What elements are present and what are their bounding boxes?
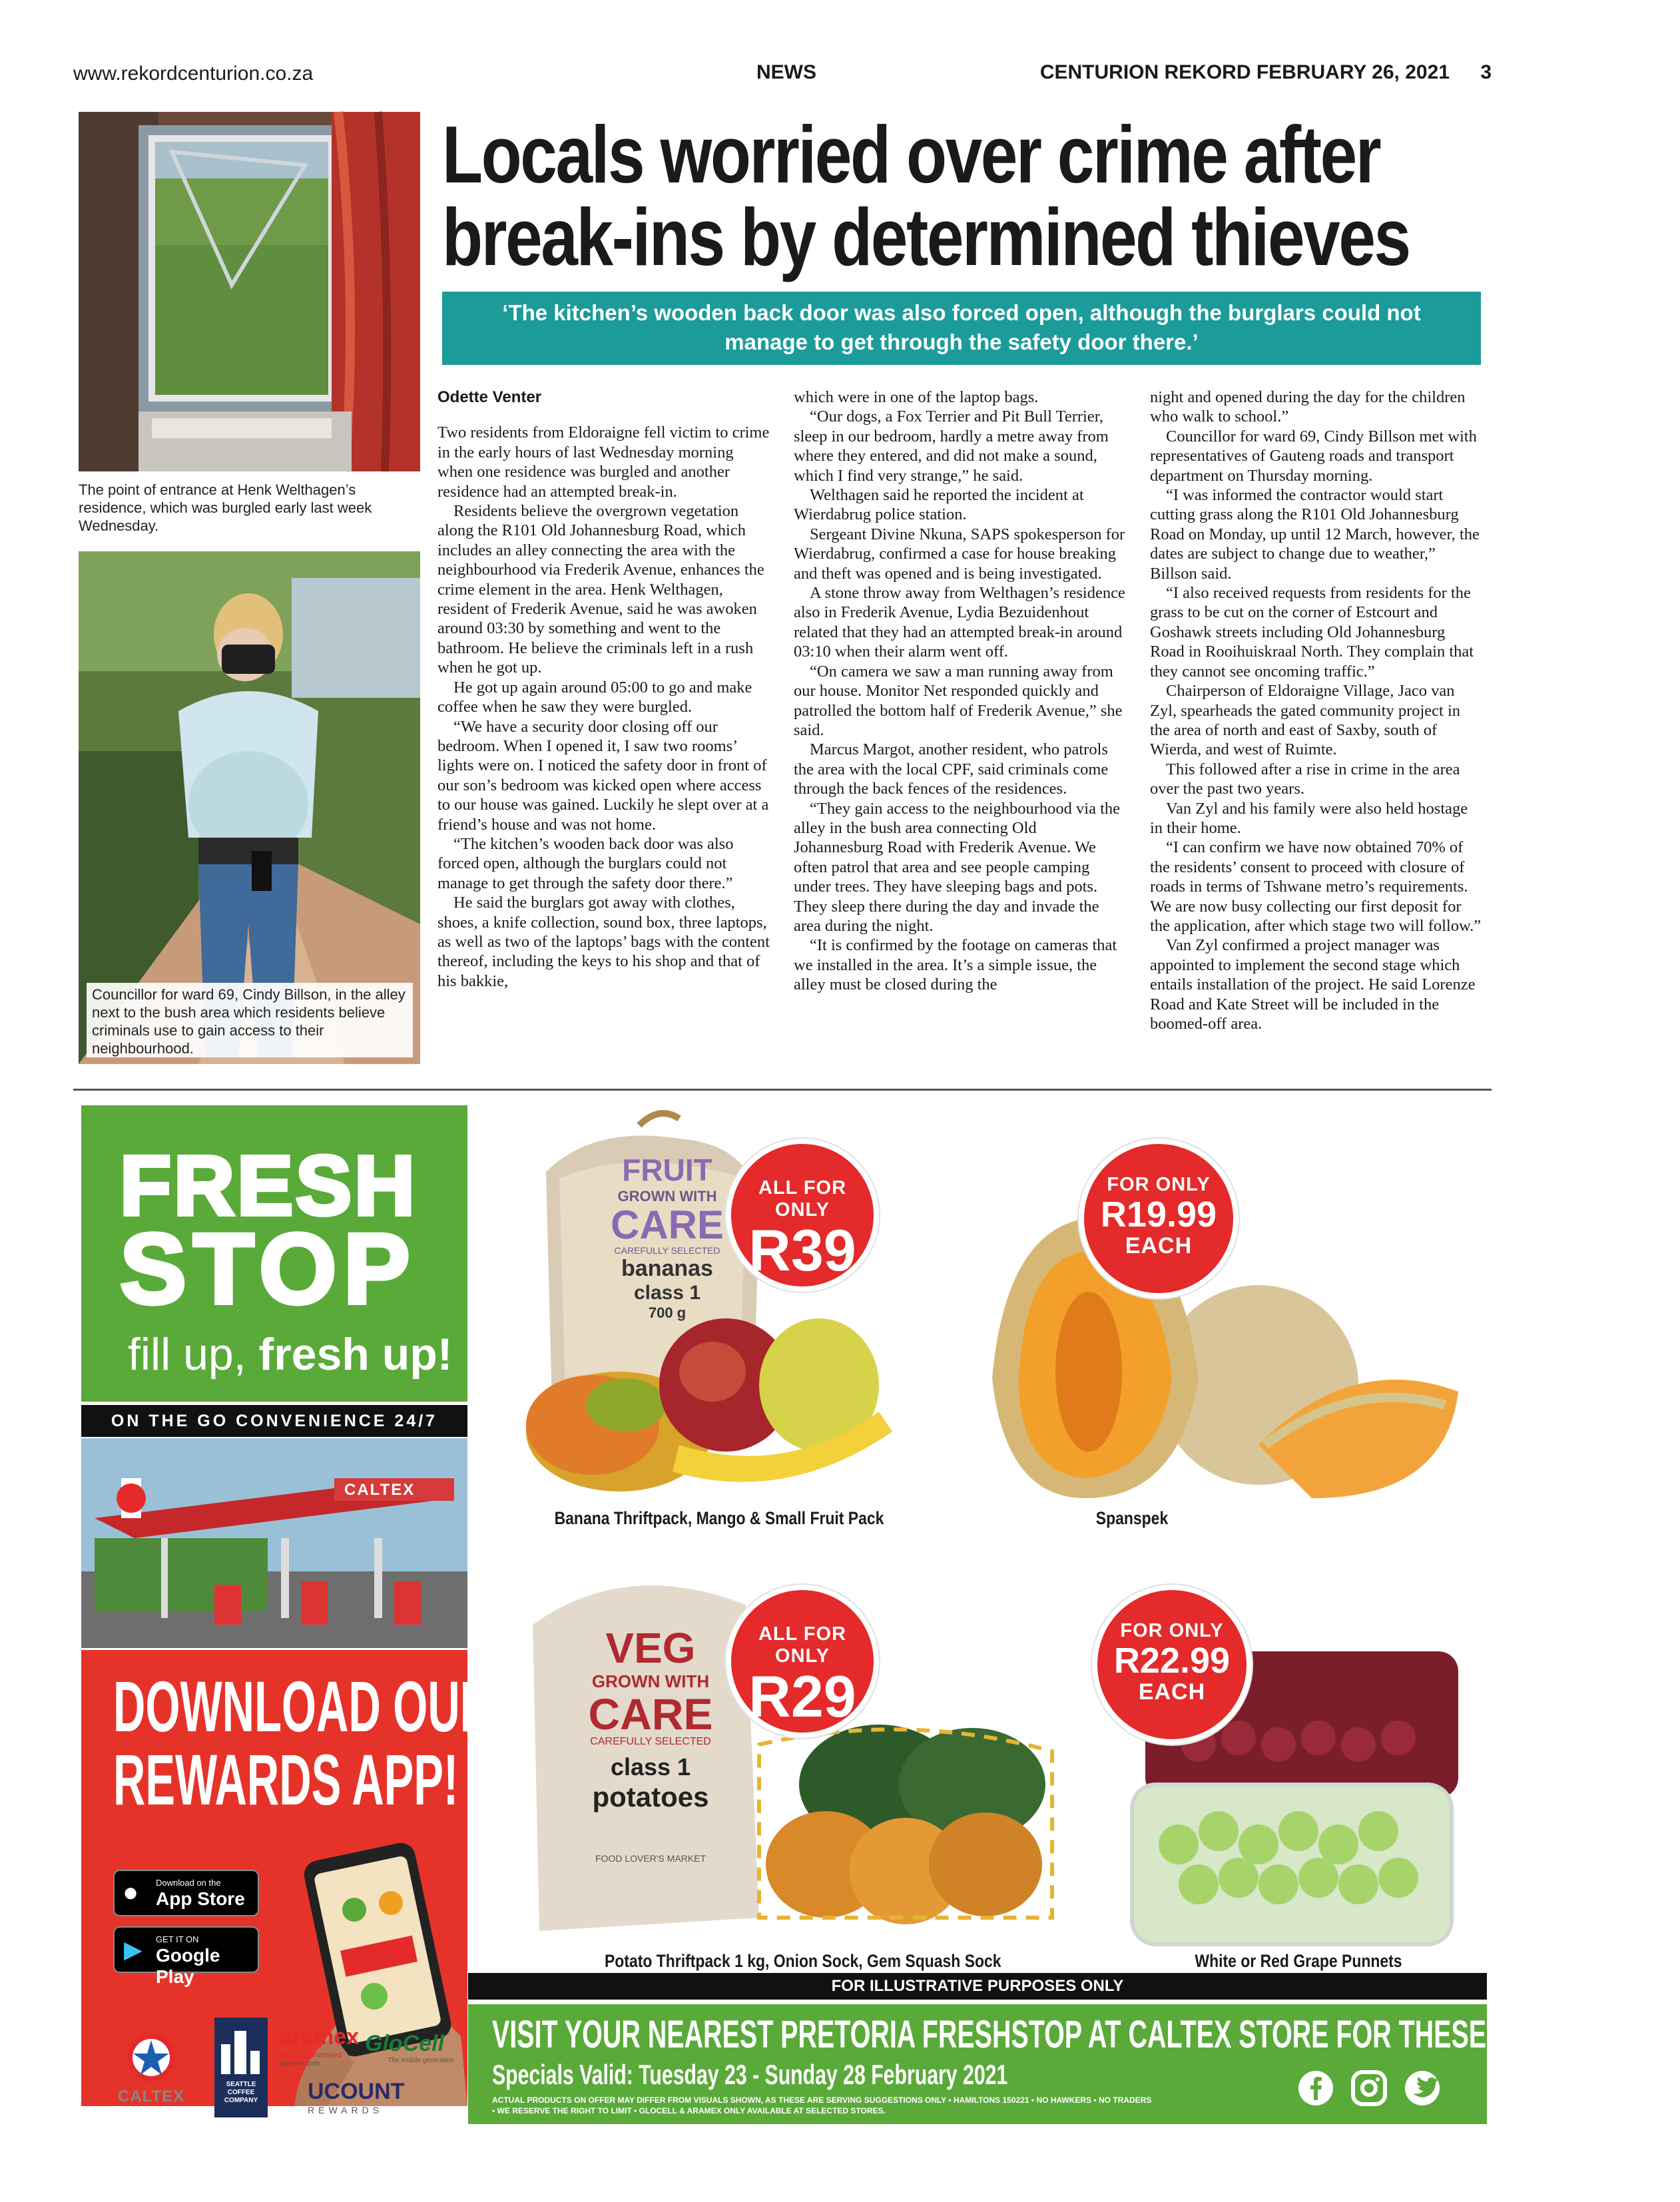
- paragraph: “On camera we saw a man running away from our house. Monitor Net responded quickly and patrolled the bottom half of Frederik Avenue,” she said.: [794, 662, 1123, 739]
- price-value: R22.99: [1113, 1641, 1231, 1681]
- logo-fresh: FRESH: [120, 1139, 418, 1233]
- rewards-heading-2: REWARDS APP!: [113, 1739, 459, 1820]
- fine-print-1: ACTUAL PRODUCTS ON OFFER MAY DIFFER FROM VISUALS SHOWN, AS THESE ARE SERVING SUGGESTIONS ONLY • HAMILTONS 150221 • NO HAWKERS • NO TRADERS: [492, 2095, 1152, 2105]
- paragraph: “The kitchen’s wooden back door was also forced open, although the burglars could not manage to get through the safety door there.”: [437, 834, 734, 892]
- specials-valid: Specials Valid: Tuesday 23 - Sunday 28 February 2021: [492, 2059, 1008, 2090]
- product-label-fruit: Banana Thriftpack, Mango & Small Fruit Pack: [554, 1508, 884, 1528]
- paragraph: Marcus Margot, another resident, who patrols the area with the local CPF, said criminals come through the back fences of the residences.: [794, 740, 1109, 798]
- caption-councillor-photo: Councillor for ward 69, Cindy Billson, in the alley next to the bush area which residents believe criminals use to gain access to their neighbourhood.: [87, 983, 413, 1057]
- page-number: 3: [1480, 61, 1492, 83]
- bag-text: 700 g: [648, 1304, 687, 1321]
- product-veg-pack: [506, 1545, 1132, 1944]
- app-store-big: App Store: [156, 1888, 245, 1909]
- bag-text: class 1: [610, 1753, 691, 1781]
- paragraph: “They gain access to the neighbourhood via the alley in the bush area connecting Old Johannesburg Road with Frederik Avenue. We often patrol that area and see people camping under trees. They have sleeping bags and pots. They sleep there during the day and invade the area during the night.: [794, 799, 1121, 935]
- bag-text: GROWN WITH: [617, 1188, 717, 1205]
- article-column-2: [794, 388, 1127, 995]
- app-store-small: Download on the: [156, 1878, 221, 1888]
- aramex-wordmark: aramex: [280, 2024, 360, 2050]
- tagline-bold: fresh up!: [258, 1329, 453, 1380]
- price-bottom: EACH: [1138, 1679, 1206, 1705]
- caltex-logo: [115, 2031, 188, 2104]
- page-header: [73, 59, 1492, 99]
- price-top: ALL FOR ONLY: [758, 1623, 847, 1667]
- product-fruit-pack: [506, 1099, 932, 1498]
- bag-text: GROWN WITH: [591, 1671, 710, 1691]
- visit-store-heading: VISIT YOUR NEAREST PRETORIA FRESHSTOP AT CALTEX STORE FOR THESE GREAT DEALS: [492, 2013, 1680, 2056]
- price-badge-grapes: [1092, 1585, 1252, 1745]
- bag-text: bananas: [621, 1256, 713, 1281]
- bag-text: FRUIT: [622, 1153, 712, 1187]
- paragraph: He got up again around 05:00 to go and make coffee when he saw they were burgled.: [437, 678, 752, 716]
- bag-text: potatoes: [592, 1781, 709, 1812]
- publication-info: [1040, 61, 1492, 84]
- paragraph: “I can confirm we have now obtained 70% of the residents’ consent to proceed with closure of roads in terms of Tshwane metro’s requirements. We are now busy collecting our first deposit for the application, after which stage two will follow.”: [1150, 838, 1482, 935]
- caption-door-photo: The point of entrance at Henk Welthagen’s residence, which was burgled early last week Wednesday.: [79, 481, 372, 534]
- paragraph: A stone throw away from Welthagen’s residence also in Frederik Avenue, Lydia Bezuidenhout related that they had an attempted break-in around 03:10 when their alarm went off.: [794, 584, 1125, 661]
- instagram-icon[interactable]: [1350, 2069, 1388, 2107]
- paragraph: “Our dogs, a Fox Terrier and Pit Bull Terrier, sleep in our bedroom, hardly a metre away from where they entered, and did not make a sound, which I find very strange,” he said.: [794, 408, 1109, 485]
- bag-text: class 1: [633, 1282, 701, 1304]
- price-badge-spanspek: [1079, 1139, 1239, 1298]
- paragraph: Welthagen said he reported the incident at Wierdabrug police station.: [794, 486, 1084, 524]
- glocell-wordmark: GloCell: [365, 2031, 445, 2056]
- rewards-heading-1: DOWNLOAD OUR: [113, 1666, 493, 1747]
- bag-text: CARE: [588, 1689, 713, 1739]
- fine-print: [492, 2095, 1151, 2116]
- deals-footer: [468, 2004, 1680, 2124]
- social-icons: [1297, 2069, 1464, 2109]
- price-value: R39: [748, 1217, 856, 1283]
- freshstop-tagline: [128, 1328, 452, 1380]
- logo-stop: STOP: [120, 1213, 417, 1324]
- paragraph: Chairperson of Eldoraigne Village, Jaco van Zyl, spearheads the gated community project in the area of north and east of Saxby, south of Wierda, and west of Ruimte.: [1150, 682, 1461, 759]
- paragraph: Sergeant Divine Nkuna, SAPS spokesperson for Wierdabrug, confirmed a case for house breaking and theft was opened and is being investigated.: [794, 525, 1125, 583]
- paragraph: Residents believe the overgrown vegetation along the R101 Old Johannesburg Road, which includes an alley connecting the area with the neighbourhood via Frederik Avenue, enhances the crime element in the area. Henk Welthagen, resident of Frederik Avenue, said he was awoken around 03:30 by something and went to the bathroom. He believe the criminals left in a rush when he got up.: [437, 502, 764, 677]
- fine-print-2: • WE RESERVE THE RIGHT TO LIMIT • GLOCELL & ARAMEX ONLY AVAILABLE AT SELECTED STORES.: [492, 2106, 886, 2115]
- partner-logos: [81, 2018, 454, 2117]
- ucount-logo: [308, 2079, 427, 2115]
- glocell-tagline: The mobile generation: [388, 2057, 454, 2064]
- google-play-button[interactable]: [113, 1926, 259, 1987]
- freshstop-logo: [120, 1139, 418, 1324]
- paragraph: night and opened during the day for the children who walk to school.”: [1150, 388, 1466, 426]
- photo-councillor: [79, 551, 420, 1064]
- photo-door-entrance: [79, 112, 420, 471]
- paragraph: “We have a security door closing off our bedroom. When I opened it, I saw two rooms’ lights were on. I noticed the safety door in front of our son’s bedroom was kicked open where access to our house was gained. Luckily he slept over at a friend’s house and was not home.: [437, 717, 769, 834]
- seattle-skyline-icon: [214, 2018, 268, 2077]
- illustrative-banner: FOR ILLUSTRATIVE PURPOSES ONLY: [468, 1973, 1487, 2000]
- product-grapes: [1092, 1545, 1485, 1944]
- headline-line-1: Locals worried over crime after: [442, 109, 1380, 200]
- aramex-logo: [280, 2024, 360, 2067]
- product-label-veg: Potato Thriftpack 1 kg, Onion Sock, Gem Squash Sock: [605, 1951, 1001, 1971]
- ucount-tagline: REWARDS: [308, 2105, 384, 2115]
- section-divider: [73, 1089, 1492, 1091]
- seattle-coffee-logo: [214, 2018, 268, 2117]
- aramex-url: aramex.com: [280, 2060, 320, 2067]
- paragraph: which were in one of the laptop bags.: [794, 388, 1039, 406]
- twitter-icon[interactable]: [1404, 2069, 1441, 2107]
- fruit-bag-label: [601, 1152, 734, 1322]
- play-icon: ▶: [124, 1936, 142, 1963]
- paragraph: “I also received requests from residents for the grass to be cut on the corner of Estcourt and Goshawk streets including Old Johannesburg Road in Rooihuiskraal North. They complain that they cannot see oncoming traffic.”: [1150, 584, 1474, 681]
- ucount-wordmark: UCOUNT: [308, 2079, 405, 2104]
- price-top: ALL FOR ONLY: [758, 1177, 847, 1221]
- aramex-tagline: delivery unlimited: [280, 2050, 342, 2060]
- paragraph: Two residents from Eldoraigne fell victim to crime in the early hours of last Wednesday morning when one residence was burgled and another residence had an attempted break-in.: [437, 423, 770, 501]
- google-play-small: GET IT ON: [156, 1934, 199, 1944]
- price-badge-fruit: [726, 1139, 879, 1292]
- article-column-1: [437, 388, 770, 991]
- paragraph: This followed after a rise in crime in the area over the past two years.: [1150, 760, 1460, 798]
- paragraph: Van Zyl confirmed a project manager was appointed to implement the second stage which entails installation of the project. He said Lorenze Road and Kate Street will be included in the boomed-off area.: [1150, 936, 1476, 1033]
- price-bottom: EACH: [1125, 1233, 1193, 1258]
- tagline-light: fill up,: [128, 1329, 246, 1380]
- station-sign: CALTEX: [344, 1481, 416, 1499]
- product-spanspek: [979, 1099, 1485, 1498]
- bag-text: CAREFULLY SELECTED: [614, 1245, 720, 1256]
- headline-line-2: break-ins by determined thieves: [442, 192, 1410, 282]
- convenience-banner: ON THE GO CONVENIENCE 24/7: [81, 1405, 467, 1437]
- headline: [442, 109, 1481, 282]
- glocell-logo: [365, 2031, 454, 2064]
- site-url[interactable]: www.rekordcenturion.co.za: [73, 63, 314, 85]
- price-value: R19.99: [1100, 1195, 1217, 1235]
- facebook-icon[interactable]: [1297, 2069, 1334, 2107]
- veg-bag-label: [554, 1625, 747, 1864]
- google-play-big: Google Play: [156, 1945, 220, 1987]
- paragraph: Councillor for ward 69, Cindy Billson met with representatives of Gauteng roads and transport department on Thursday morning.: [1150, 427, 1477, 485]
- product-label-grapes: White or Red Grape Punnets: [1195, 1951, 1402, 1971]
- section-label: NEWS: [756, 61, 816, 83]
- app-store-button[interactable]: [113, 1870, 259, 1916]
- pull-quote: ‘The kitchen’s wooden back door was also forced open, although the burglars could not manage to get through the safety door there.’: [442, 292, 1481, 365]
- caltex-station-photo: [81, 1438, 467, 1648]
- price-top: FOR ONLY: [1107, 1174, 1211, 1195]
- bag-text: FOOD LOVER'S MARKET: [595, 1853, 706, 1864]
- price-top: FOR ONLY: [1120, 1620, 1224, 1641]
- paragraph: Van Zyl and his family were also held hostage in their home.: [1150, 799, 1468, 837]
- paragraph: “I was informed the contractor would start cutting grass along the R101 Old Johannesburg Road on Monday, up until 12 March, however, the dates are subject to change due to weather,” Billson said.: [1150, 486, 1480, 583]
- publication-date: CENTURION REKORD FEBRUARY 26, 2021: [1039, 61, 1450, 83]
- paragraph: He said the burglars got away with clothes, shoes, a knife collection, sound box, three laptops, as well as two of the laptops’ bags with the content thereof, including the keys to his shop and that of his bakkie,: [437, 894, 770, 990]
- caltex-wordmark: CALTEX: [117, 2087, 185, 2105]
- bag-text: CAREFULLY SELECTED: [590, 1736, 711, 1747]
- seattle-wordmark: SEATTLE COFFEE COMPANY: [224, 2081, 258, 2104]
- freshstop-brand-panel: [81, 1105, 467, 1402]
- byline: Odette Venter: [437, 388, 542, 406]
- apple-icon: ●: [123, 1878, 139, 1907]
- article-column-3: [1150, 388, 1483, 1033]
- product-label-spanspek: Spanspek: [1095, 1508, 1169, 1528]
- price-value: R29: [748, 1663, 856, 1729]
- spanspek-image: [979, 1099, 1485, 1498]
- bag-text: CARE: [610, 1203, 724, 1247]
- price-badge-veg: [726, 1585, 879, 1738]
- caltex-star-icon: [115, 2031, 188, 2084]
- bag-text: VEG: [605, 1624, 696, 1672]
- paragraph: “It is confirmed by the footage on cameras that we installed in the area. It’s a simple issue, the alley must be closed during the: [794, 936, 1117, 994]
